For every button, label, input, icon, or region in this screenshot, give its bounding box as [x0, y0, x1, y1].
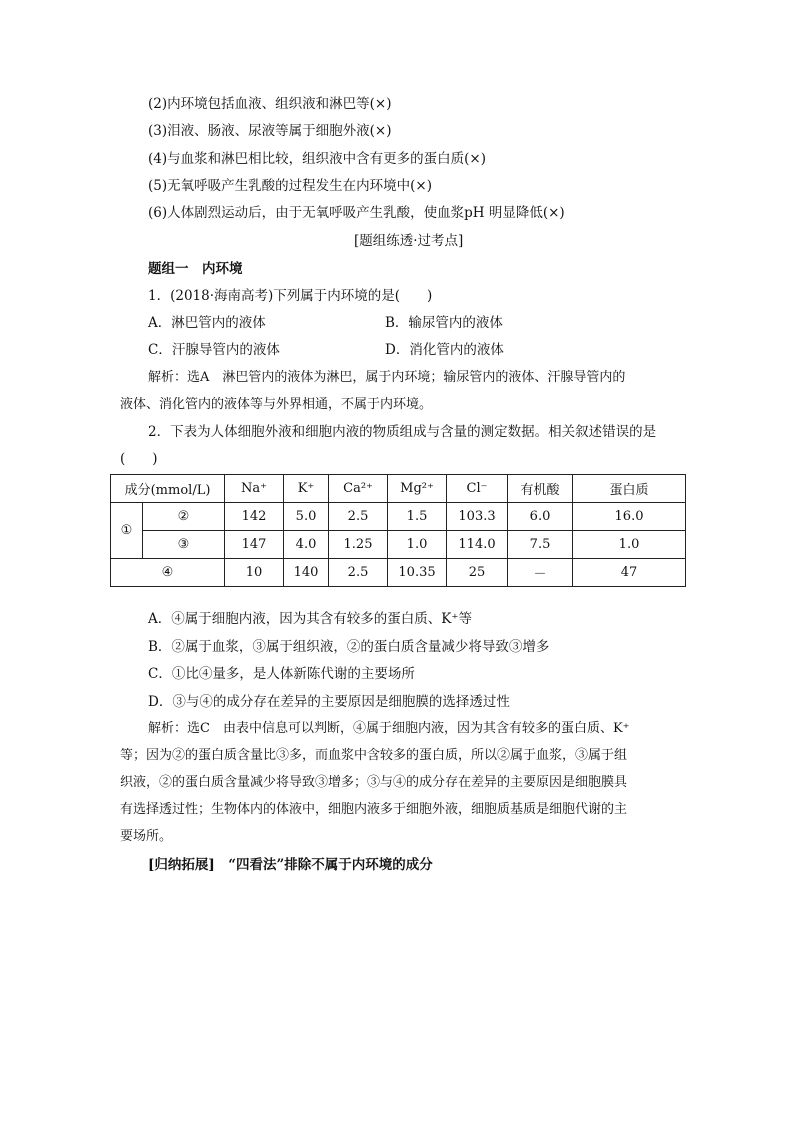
composition-table — [110, 474, 686, 587]
table-cell: 140 — [284, 559, 329, 587]
table-header: Na⁺ — [225, 475, 284, 503]
row-label: ③ — [143, 531, 225, 559]
row-label: ④ — [111, 559, 225, 587]
table-header: Mg²⁺ — [388, 475, 447, 503]
q2-analysis-cont: 有选择透过性；生物体内的体液中，细胞内液多于细胞外液，细胞质基质是细胞代谢的主 — [120, 802, 628, 817]
table-header-row — [111, 475, 686, 503]
q2-analysis-cont: 要场所。 — [120, 829, 173, 844]
q2-stem: 2．下表为人体细胞外液和细胞内液的物质组成与含量的测定数据。相关叙述错误的是 — [148, 424, 657, 440]
extension-heading: [归纳拓展] “四看法”排除不属于内环境的成分 — [148, 857, 433, 873]
row-group-label: ① — [111, 503, 143, 559]
table-cell: 114.0 — [447, 531, 508, 559]
table-header: Cl⁻ — [447, 475, 508, 503]
table-cell: 47 — [573, 559, 686, 587]
table-cell: 142 — [225, 503, 284, 531]
q1-option-d: D．消化管内的液体 — [385, 342, 504, 358]
q1-analysis-cont: 液体、消化管内的液体等与外界相通，不属于内环境。 — [120, 397, 433, 412]
table-cell: 2.5 — [329, 559, 388, 587]
table-cell: 2.5 — [329, 503, 388, 531]
q2-analysis-cont: 织液，②的蛋白质含量减少将导致③增多；③与④的成分存在差异的主要原因是细胞膜具 — [120, 775, 628, 790]
q2-analysis: 解析：选C 由表中信息可以判断，④属于细胞内液，因为其含有较多的蛋白质、K⁺ — [148, 721, 630, 736]
table-row — [111, 531, 686, 559]
table-cell: 7.5 — [508, 531, 573, 559]
table-header: 有机酸 — [508, 475, 573, 503]
table-header: K⁺ — [284, 475, 329, 503]
group-title: 题组一 内环境 — [148, 261, 243, 277]
table-cell: 6.0 — [508, 503, 573, 531]
table-cell: 1.0 — [388, 531, 447, 559]
q2-option-a: A．④属于细胞内液，因为其含有较多的蛋白质、K⁺等 — [148, 611, 472, 627]
table-cell: 103.3 — [447, 503, 508, 531]
table-cell: 1.25 — [329, 531, 388, 559]
review-item-5: (5)无氧呼吸产生乳酸的过程发生在内环境中(×) — [148, 178, 432, 194]
table-header: Ca²⁺ — [329, 475, 388, 503]
q2-stem-paren: ( ) — [120, 451, 158, 467]
table-cell: 25 — [447, 559, 508, 587]
review-item-2: (2)内环境包括血液、组织液和淋巴等(×) — [148, 96, 392, 112]
q2-option-c: C．①比④量多，是人体新陈代谢的主要场所 — [148, 666, 415, 682]
table-cell: 4.0 — [284, 531, 329, 559]
table-cell: 147 — [225, 531, 284, 559]
q2-analysis-cont: 等；因为②的蛋白质含量比③多，而血浆中含较多的蛋白质，所以②属于血浆，③属于组 — [120, 748, 628, 763]
table-cell: 1.5 — [388, 503, 447, 531]
q1-stem: 1．(2018·海南高考)下列属于内环境的是( ) — [148, 288, 433, 304]
table-cell: － — [508, 559, 573, 587]
table-header: 蛋白质 — [573, 475, 686, 503]
q1-option-a: A．淋巴管内的液体 — [148, 315, 266, 331]
q2-option-d: D．③与④的成分存在差异的主要原因是细胞膜的选择透过性 — [148, 694, 510, 710]
table-cell: 10 — [225, 559, 284, 587]
row-label: ② — [143, 503, 225, 531]
q1-analysis: 解析：选A 淋巴管内的液体为淋巴，属于内环境；输尿管内的液体、汗腺导管内的 — [148, 370, 626, 385]
table-row — [111, 559, 686, 587]
table-cell: 16.0 — [573, 503, 686, 531]
table-cell: 5.0 — [284, 503, 329, 531]
table-header: 成分(mmol/L) — [111, 475, 225, 503]
section-title: [题组练透·过考点] — [354, 233, 464, 249]
table-cell: 10.35 — [388, 559, 447, 587]
table-cell: 1.0 — [573, 531, 686, 559]
review-item-3: (3)泪液、肠液、尿液等属于细胞外液(×) — [148, 123, 392, 139]
q2-option-b: B．②属于血浆，③属于组织液，②的蛋白质含量减少将导致③增多 — [148, 639, 550, 655]
review-item-6: (6)人体剧烈运动后，由于无氧呼吸产生乳酸，使血浆pH 明显降低(×) — [148, 205, 565, 221]
q1-option-b: B．输尿管内的液体 — [385, 315, 503, 331]
table-row — [111, 503, 686, 531]
review-item-4: (4)与血浆和淋巴相比较，组织液中含有更多的蛋白质(×) — [148, 151, 486, 167]
q1-option-c: C．汗腺导管内的液体 — [148, 342, 280, 358]
